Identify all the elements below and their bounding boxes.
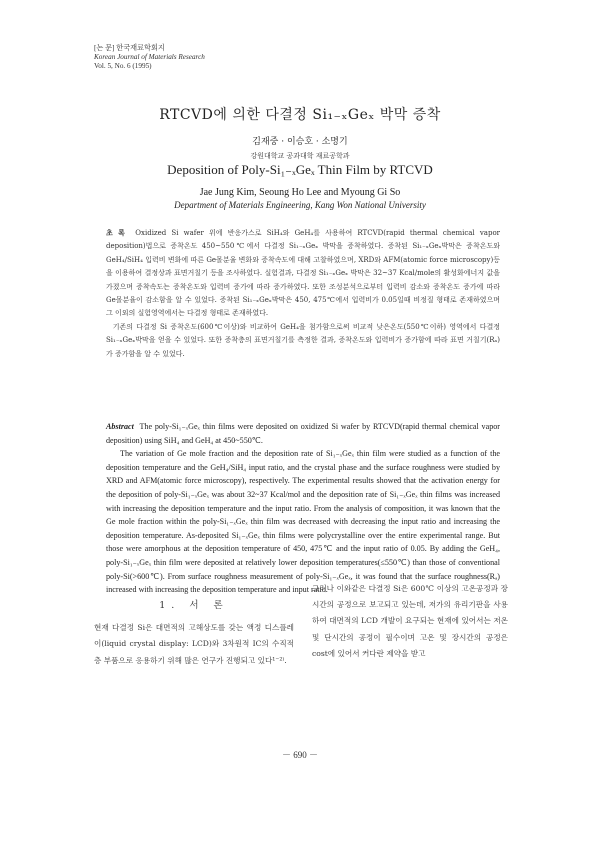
abstract-korean — [106, 226, 500, 361]
title-english: Deposition of Poly-Si₁₋ₓGeₓ Thin Film by RTCVD — [167, 162, 433, 177]
journal-volume: Vol. 5, No. 6 (1995) — [94, 62, 152, 71]
abstract-en-para2: The variation of Ge mole fraction and the deposition rate of Si₁₋ₓGeₓ thin film were studied as a function of the deposition temperature and the GeH₄/SiH₄ input ratio, and the crystal phase and the surface roughness were studied by XRD and AFM(atomic force microscopy), respectively. The experimental results showed that the activation energy for the deposition of poly-Si₁₋ₓGeₓ was about 32~37 Kcal/mol and the deposition rate of Si₁₋ₓGeₓ thin films was increased with increasing the deposition temperature and the input ratio. From the analysis of composition, it was known that the Ge mole fraction within the poly-Si₁₋ₓGeₓ thin film was decreased with decreasing the input ratio and increasing the deposition temperature. As-deposited Si₁₋ₓGeₓ thin films were polycrystalline over the entire experimental range. But those were amorphous at the deposition temperature of 450, 475℃ and the input ratio of 0.05. By adding the GeH₄, poly-Si₁₋ₓGeₓ thin film were deposited at relatively lower deposition temperatures(≤550℃) than those of conventional poly-Si(>600℃). From surface roughness measurement of poly-Si₁₋ₓGeₓ, it was found that the surface roughness(Rₐ) increased with increasing the deposition temperature and input ratio. — [106, 449, 500, 595]
journal-header — [94, 44, 205, 72]
abstract-ko-text1: Oxidized Si wafer 위에 반응가스로 SiH₄와 GeH₄를 사용하여 RTCVD(rapid thermal chemical vapor deposition)법으로 증착온도 450~550℃에서 다결정 Si₁₋ₓGeₓ 박막을 증착하였다. 증착된 Si₁₋ₓGeₓ박막은 증착온도와 GeH₄/SiH₄ 입력비 변화에 따른 Ge몰분율 변화와 증착속도에 대해 고찰하였으며, XRD와 AFM(atomic force microscopy)등을 이용하여 결정상과 표면거칠기 등을 조사하였다. 실험결과, 다결정 Si₁₋ₓGeₓ 박막은 32~37 Kcal/mole의 활성화에너지 값을 가졌으며 증착속도는 증착온도와 입력비 증가에 따라 증가하였다. 또한 조성분석으로부터 입력비 감소와 증착온도 증가에 따라 Ge몰분율이 감소함을 알 수 있었다. 증착된 Si₁₋ₓGeₓ박막은 450, 475℃에서 입력비가 0.05일때 비정질 형태로 존재하였으며 그 이외의 실험영역에서는 다결정 형태로 존재하였다. — [106, 229, 501, 318]
abstract-en-label: Abstract — [106, 422, 134, 431]
abstract-ko-label: 초 록 — [106, 228, 125, 237]
body-right-column — [312, 581, 508, 662]
journal-label-ko: [논 문] 한국재료학회지 — [94, 44, 165, 52]
authors-korean: 김재중 · 이승호 · 소명기 — [252, 137, 348, 147]
section-heading: 1. 서 론 — [159, 600, 229, 611]
body-left-text: 현재 다결정 Si은 대면적의 고해상도를 갖는 액정 디스플레이(liquid crystal display: LCD)와 3차원적 IC의 수직적층 부품으로 응용하기 위해 많은 연구가 진행되고 있다¹⁻²⁾. — [94, 623, 294, 665]
abstract-ko-para1 — [106, 226, 500, 321]
affiliation-english: Department of Materials Engineering, Kang Won National University — [174, 200, 426, 210]
page-number: － 690 － — [281, 750, 318, 760]
journal-name-en: Korean Journal of Materials Research — [94, 53, 205, 62]
title-korean: RTCVD에 의한 다결정 Si₁₋ₓGeₓ 박막 증착 — [159, 107, 441, 123]
authors-english: Jae Jung Kim, Seoung Ho Lee and Myoung Gi So — [199, 187, 401, 198]
abstract-en-text1: The poly-Si₁₋ₓGeₓ thin films were deposited on oxidized Si wafer by RTCVD(rapid thermal chemical vapor deposition) using SiH₄ and GeH₄ at 450~550℃. — [106, 422, 500, 445]
abstract-english — [106, 420, 500, 597]
abstract-ko-text2: 기존의 다결정 Si 증착온도(600℃이상)와 비교하여 GeH₄을 첨가함으로써 비교적 낮은온도(550℃이하) 영역에서 다결정 Si₁₋ₓGeₓ박막을 얻을 수 있었다. 또한 증착층의 표면거칠기를 측정한 결과, 증착온도와 입력비가 증가함에 따라 표면 거칠기(Rₐ)가 증가함을 알 수 있었다. — [106, 322, 501, 358]
affiliation-korean: 강원대학교 공과대학 재료공학과 — [250, 152, 350, 160]
body-left-column — [94, 598, 294, 669]
abstract-en-para1 — [106, 420, 500, 447]
body-right-text: 그러나 이와같은 다결정 Si은 600℃ 이상의 고온공정과 장시간의 공정으로 보고되고 있는데, 저가의 유리기판을 사용하여 대면적의 LCD 개발이 요구되는 현재에 있어서는 저온 및 단시간의 공정이 필수이며 고온 및 장시간의 공정은 cost에 있어서 커다란 제약을 받고 — [312, 584, 508, 658]
abstract-ko-para2 — [106, 321, 500, 361]
